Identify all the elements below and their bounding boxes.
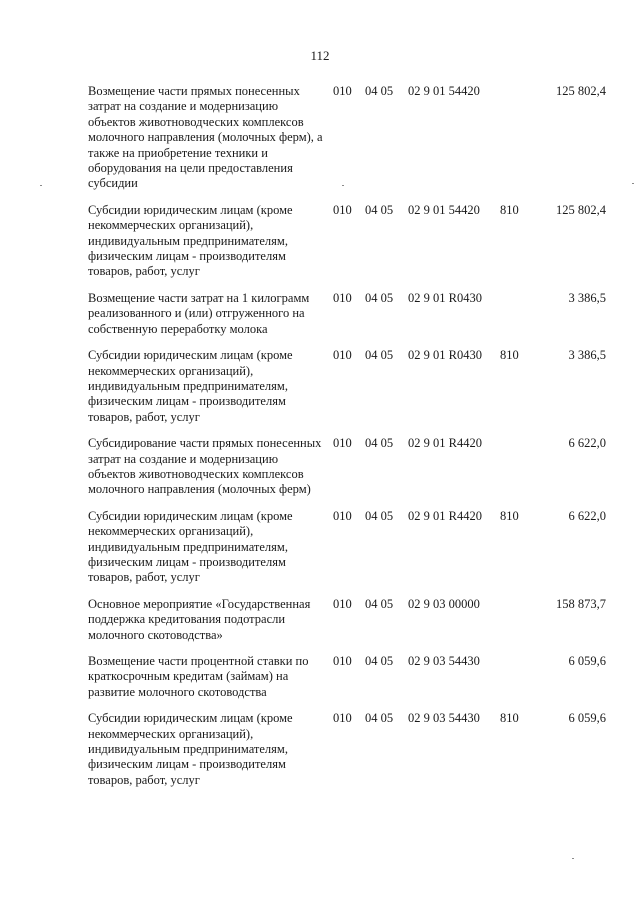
target-article-code: 02 9 01 54420	[408, 202, 480, 217]
target-article-code: 02 9 01 R4420	[408, 436, 482, 451]
amount: 6 622,0	[568, 508, 606, 523]
scan-speck	[40, 185, 42, 186]
table-row	[0, 291, 640, 337]
ministry-code: 010	[333, 84, 352, 98]
table-row	[0, 509, 640, 586]
ministry-code: 010	[333, 202, 352, 217]
expense-type-code: 810	[500, 348, 519, 363]
scan-speck	[632, 183, 634, 184]
table-row	[0, 203, 640, 280]
row-description: Основное мероприятие «Государственная поддержка кредитования подотрасли молочного скотоводства»	[88, 596, 311, 642]
section-code: 04 05	[365, 654, 394, 668]
amount: 6 059,6	[568, 711, 606, 726]
section-code: 04 05	[365, 596, 394, 611]
row-description: Возмещение части процентной ставки по краткосрочным кредитам (займам) на развитие молочного скотоводства	[88, 654, 309, 699]
table-row	[0, 711, 640, 788]
section-code: 04 05	[365, 508, 394, 523]
target-article-code: 02 9 03 54430	[408, 711, 480, 726]
ministry-code: 010	[333, 654, 352, 668]
section-code: 04 05	[365, 711, 394, 726]
target-article-code: 02 9 01 R4420	[408, 508, 482, 523]
ministry-code: 010	[333, 711, 352, 726]
row-description: Субсидии юридическим лицам (кроме некоммерческих организаций), индивидуальным предпринимателям, физическим лицам - производителям товаров, работ, услуг	[88, 202, 293, 279]
table-row	[0, 348, 640, 425]
section-code: 04 05	[365, 436, 394, 451]
section-code: 04 05	[365, 202, 394, 217]
ministry-code: 010	[333, 348, 352, 363]
expense-type-code: 810	[500, 508, 519, 523]
row-description: Возмещение части прямых понесенных затрат на создание и модернизацию объектов животноводческих комплексов молочного направления (молочных ферм), а также на приобретение техники и оборудования на цели предоставления субсидии	[88, 84, 323, 191]
expense-type-code: 810	[500, 202, 519, 217]
ministry-code: 010	[333, 290, 352, 305]
section-code: 04 05	[365, 84, 394, 98]
ministry-code: 010	[333, 508, 352, 523]
table-row	[0, 654, 640, 700]
row-description: Субсидии юридическим лицам (кроме некоммерческих организаций), индивидуальным предпринимателям, физическим лицам - производителям товаров, работ, услуг	[88, 348, 293, 424]
target-article-code: 02 9 01 R0430	[408, 290, 482, 305]
target-article-code: 02 9 01 54420	[408, 84, 480, 98]
page-number: 112	[310, 48, 330, 63]
row-description: Субсидирование части прямых понесенных затрат на создание и модернизацию объектов животноводческих комплексов молочного направления (молочных ферм)	[88, 436, 322, 497]
scan-speck	[342, 185, 344, 186]
target-article-code: 02 9 01 R0430	[408, 348, 482, 363]
ministry-code: 010	[333, 436, 352, 451]
scan-speck	[572, 858, 574, 859]
table-row	[0, 436, 640, 498]
table-row	[0, 84, 640, 192]
ministry-code: 010	[333, 596, 352, 611]
table-row	[0, 597, 640, 643]
amount: 125 802,4	[556, 84, 606, 98]
target-article-code: 02 9 03 00000	[408, 596, 480, 611]
row-description: Возмещение части затрат на 1 килограмм реализованного и (или) отгруженного на собственную переработку молока	[88, 290, 310, 336]
row-description: Субсидии юридическим лицам (кроме некоммерческих организаций), индивидуальным предпринимателям, физическим лицам - производителям товаров, работ, услуг	[88, 508, 293, 585]
row-description: Субсидии юридическим лицам (кроме некоммерческих организаций), индивидуальным предпринимателям, физическим лицам - производителям товаров, работ, услуг	[88, 711, 293, 787]
amount: 3 386,5	[568, 290, 606, 305]
section-code: 04 05	[365, 348, 394, 363]
target-article-code: 02 9 03 54430	[408, 654, 480, 668]
expense-type-code: 810	[500, 711, 519, 726]
amount: 3 386,5	[568, 348, 606, 363]
amount: 125 802,4	[556, 202, 606, 217]
section-code: 04 05	[365, 290, 394, 305]
budget-table	[0, 84, 640, 799]
amount: 6 059,6	[568, 654, 606, 668]
amount: 158 873,7	[556, 596, 606, 611]
amount: 6 622,0	[568, 436, 606, 451]
